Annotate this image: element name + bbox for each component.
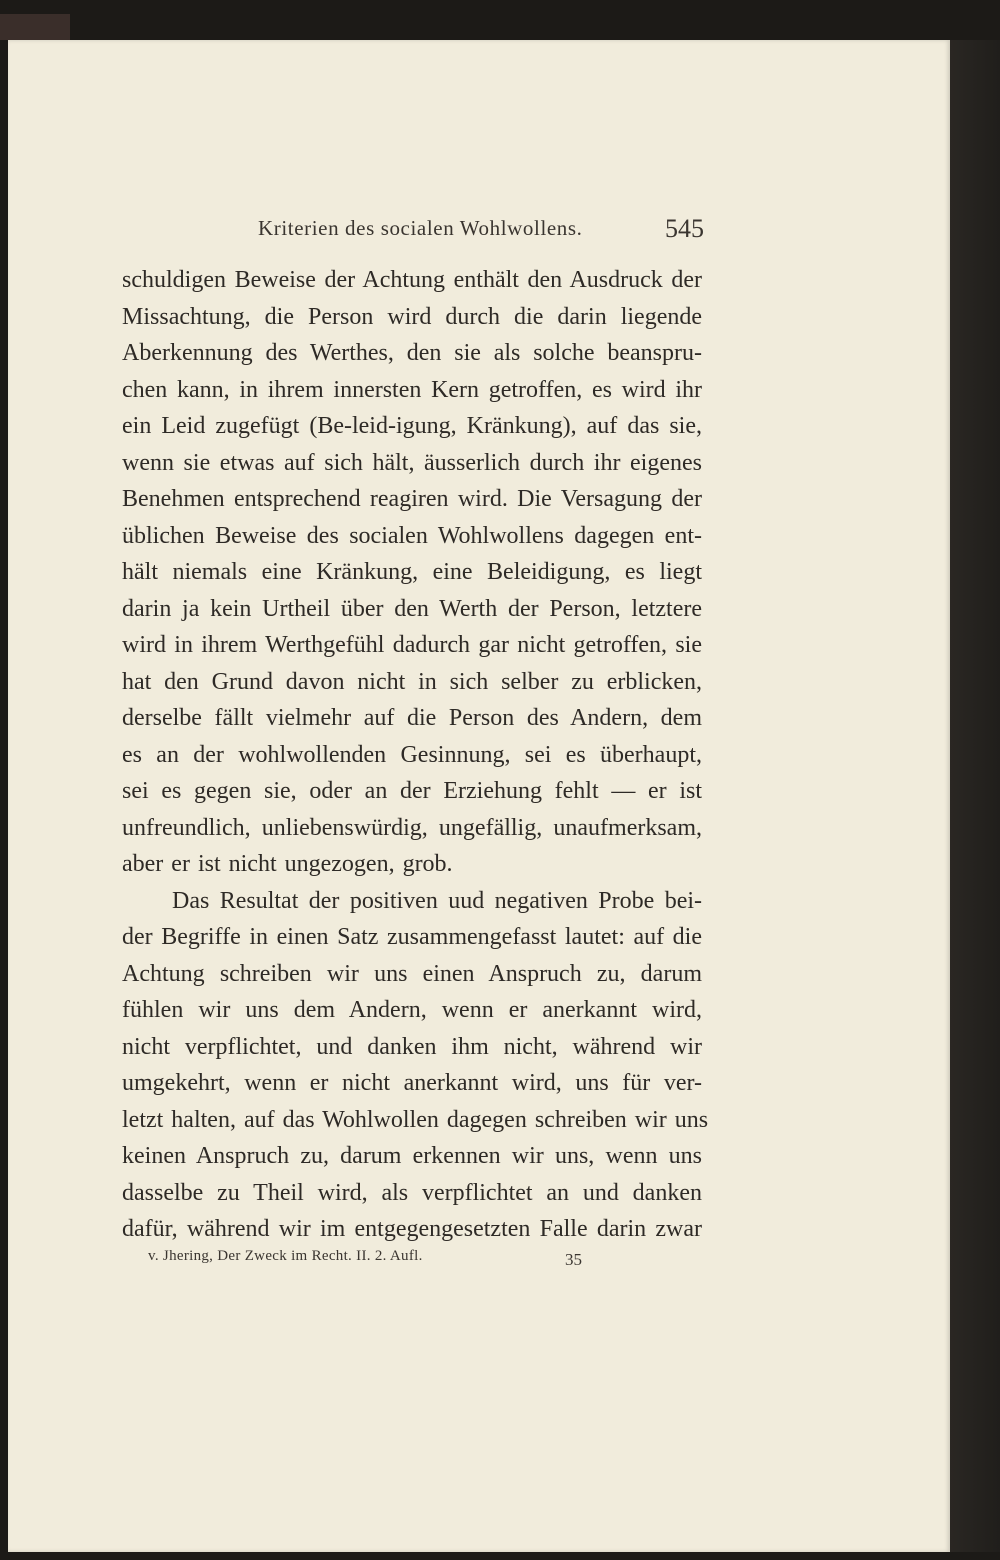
body-text	[122, 262, 709, 1248]
text-line: Aberkennung des Werthes, den sie als solche beanspru-	[122, 340, 702, 366]
scan-right-edge	[950, 40, 1000, 1552]
text-line: ein Leid zugefügt (Be-leid-igung, Kränkung), auf das sie,	[122, 413, 702, 439]
text-line: chen kann, in ihrem innersten Kern getroffen, es wird ihr	[122, 376, 702, 403]
paragraph-end-line: aber er ist nicht ungezogen, grob.	[122, 851, 453, 877]
text-line: dasselbe zu Theil wird, als verpflichtet an und danken	[122, 1179, 702, 1206]
text-line: Achtung schreiben wir uns einen Anspruch zu, darum	[122, 960, 702, 987]
text-line: es an der wohlwollenden Gesinnung, sei es überhaupt,	[122, 741, 702, 768]
text-line: hält niemals eine Kränkung, eine Beleidigung, es liegt	[122, 559, 702, 585]
paragraph-start-line: Das Resultat der positiven uud negativen Probe bei-	[172, 887, 702, 914]
text-line: umgekehrt, wenn er nicht anerkannt wird, uns für ver-	[122, 1070, 702, 1096]
text-line: der Begriffe in einen Satz zusammengefasst lautet: auf die	[122, 924, 702, 950]
text-line: sei es gegen sie, oder an der Erziehung fehlt — er ist	[122, 778, 702, 804]
page-footer	[148, 1244, 598, 1272]
text-line: wenn sie etwas auf sich hält, äusserlich durch ihr eigenes	[122, 449, 702, 476]
signature-mark: 35	[565, 1250, 582, 1269]
running-head	[258, 212, 708, 252]
text-line: schuldigen Beweise der Achtung enthält den Ausdruck der	[122, 267, 702, 293]
text-line: hat den Grund davon nicht in sich selber zu erblicken,	[122, 668, 702, 695]
text-line: wird in ihrem Werthgefühl dadurch gar nicht getroffen, sie	[122, 632, 702, 658]
text-line: Missachtung, die Person wird durch die darin liegende	[122, 303, 702, 330]
footer-citation: v. Jhering, Der Zweck im Recht. II. 2. Aufl.	[148, 1248, 423, 1264]
text-line: fühlen wir uns dem Andern, wenn er anerkannt wird,	[122, 997, 702, 1023]
text-line: nicht verpflichtet, und danken ihm nicht, während wir	[122, 1033, 702, 1060]
running-title: Kriterien des socialen Wohlwollens.	[258, 216, 583, 240]
text-line: derselbe fällt vielmehr auf die Person des Andern, dem	[122, 705, 702, 731]
text-line: keinen Anspruch zu, darum erkennen wir uns, wenn uns	[122, 1143, 702, 1169]
text-line: unfreundlich, unliebenswürdig, ungefällig, unaufmerksam,	[122, 814, 702, 841]
text-line: dafür, während wir im entgegengesetzten Falle darin zwar	[122, 1216, 702, 1242]
scan-corner-edge	[0, 14, 70, 40]
text-line: üblichen Beweise des socialen Wohlwollens dagegen ent-	[122, 522, 702, 549]
text-line: darin ja kein Urtheil über den Werth der Person, letztere	[122, 595, 702, 622]
text-line: Benehmen entsprechend reagiren wird. Die Versagung der	[122, 486, 702, 512]
page-number: 545	[665, 214, 704, 243]
text-line: letzt halten, auf das Wohlwollen dagegen schreiben wir uns	[122, 1106, 709, 1133]
